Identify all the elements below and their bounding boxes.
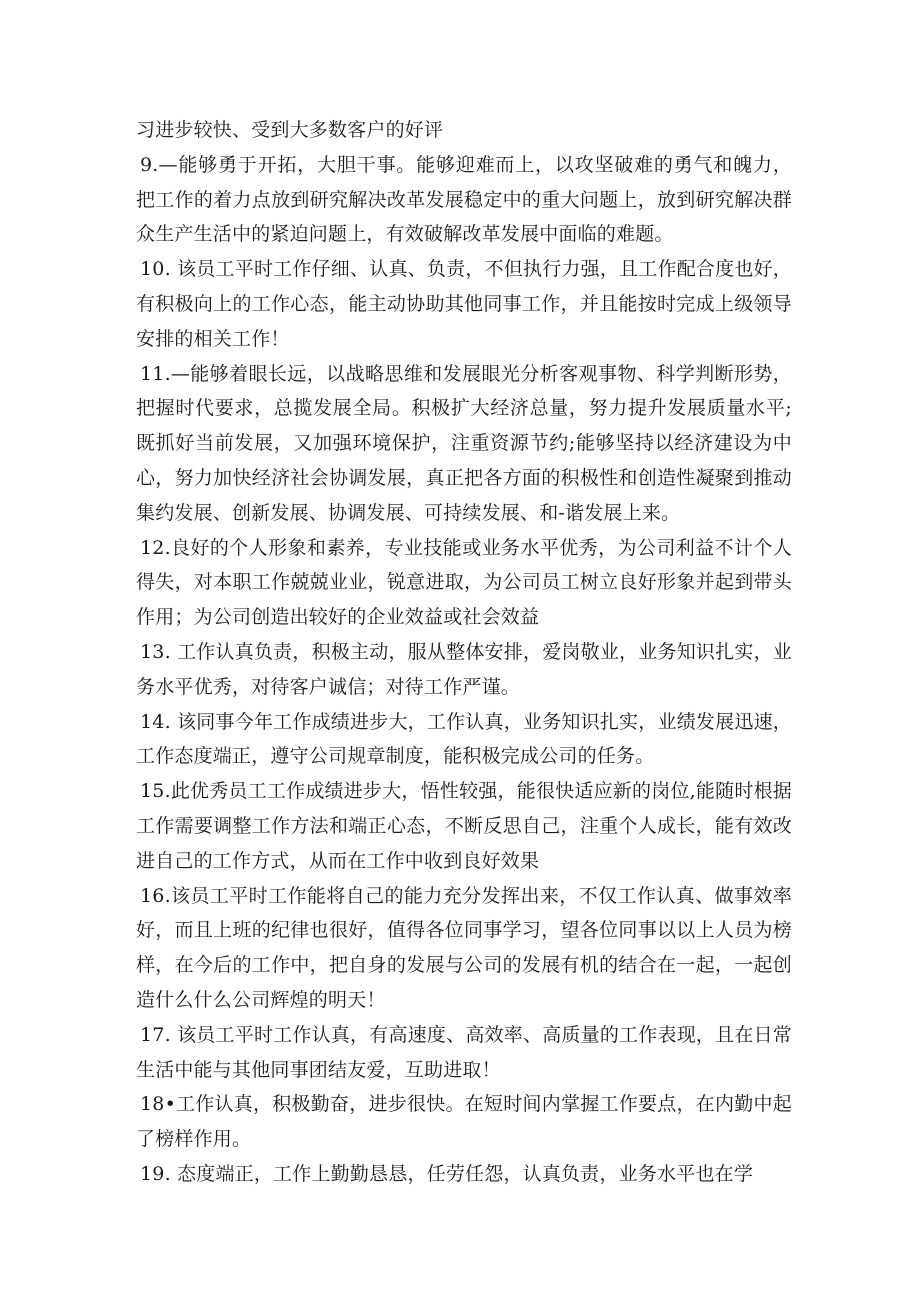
paragraph-item-16: 16.该员工平时工作能将自己的能力充分发挥出来，不仅工作认真、做事效率好，而且上班的纪律也很好，值得各位同事学习，望各位同事以以上人员为榜样，在今后的工作中，把自身的发展与公司的发展有机的结合在一起，一起创造什么什么公司辉煌的明天！ [136,884,792,1011]
paragraph-item-10: 10. 该员工平时工作仔细、认真、负责，不但执行力强，且工作配合度也好，有积极向上的工作心态，能主动协助其他同事工作，并且能按时完成上级领导安排的相关工作！ [136,258,792,350]
paragraph-item-18: 18•工作认真，积极勤奋，进步很快。在短时间内掌握工作要点，在内勤中起了榜样作用。 [136,1093,792,1151]
paragraph-item-15: 15.此优秀员工工作成绩进步大，悟性较强，能很快适应新的岗位,能随时根据工作需要调整工作方法和端正心态，不断反思自己，注重个人成长，能有效改进自己的工作方式，从而在工作中收到良好效果 [136,780,792,872]
paragraph-item-12: 12.良好的个人形象和素养，专业技能或业务水平优秀，为公司利益不计个人得失，对本职工作兢兢业业，锐意进取，为公司员工树立良好形象并起到带头作用；为公司创造出较好的企业效益或社会效益 [136,536,792,629]
paragraph-item-19: 19. 态度端正，工作上勤勤恳恳，任劳任怨，认真负责，业务水平也在学 [140,1162,754,1185]
paragraph-item-9: 9.—能够勇于开拓，大胆干事。能够迎难而上，以攻坚破难的勇气和魄力，把工作的着力点放到研究解决改革发展稳定中的重大问题上，放到研究解决群众生产生活中的紧迫问题上，有效破解改革发展中面临的难题。 [136,153,792,246]
paragraph-item-13: 13. 工作认真负责，积极主动，服从整体安排，爱岗敬业，业务知识扎实，业务水平优秀，对待客户诚信；对待工作严谨。 [136,640,792,698]
paragraph-continuation: 习进步较快、受到大多数客户的好评 [136,119,444,141]
paragraph-item-11: 11.—能够着眼长远，以战略思维和发展眼光分析客观事物、科学判断形势，把握时代要求，总揽发展全局。积极扩大经济总量，努力提升发展质量水平;既抓好当前发展，又加强环境保护，注重资源节约;能够坚持以经济建设为中心，努力加快经济社会协调发展，真正把各方面的积极性和创造性凝聚到推动集约发展、创新发展、协调发展、可持续发展、和-谐发展上来。 [136,362,792,524]
paragraph-item-14: 14. 该同事今年工作成绩进步大，工作认真，业务知识扎实，业绩发展迅速，工作态度端正，遵守公司规章制度，能积极完成公司的任务。 [136,710,792,768]
document-body [136,113,792,1192]
paragraph-item-17: 17. 该员工平时工作认真，有高速度、高效率、高质量的工作表现，且在日常生活中能与其他同事团结友爱，互助进取！ [136,1023,792,1081]
